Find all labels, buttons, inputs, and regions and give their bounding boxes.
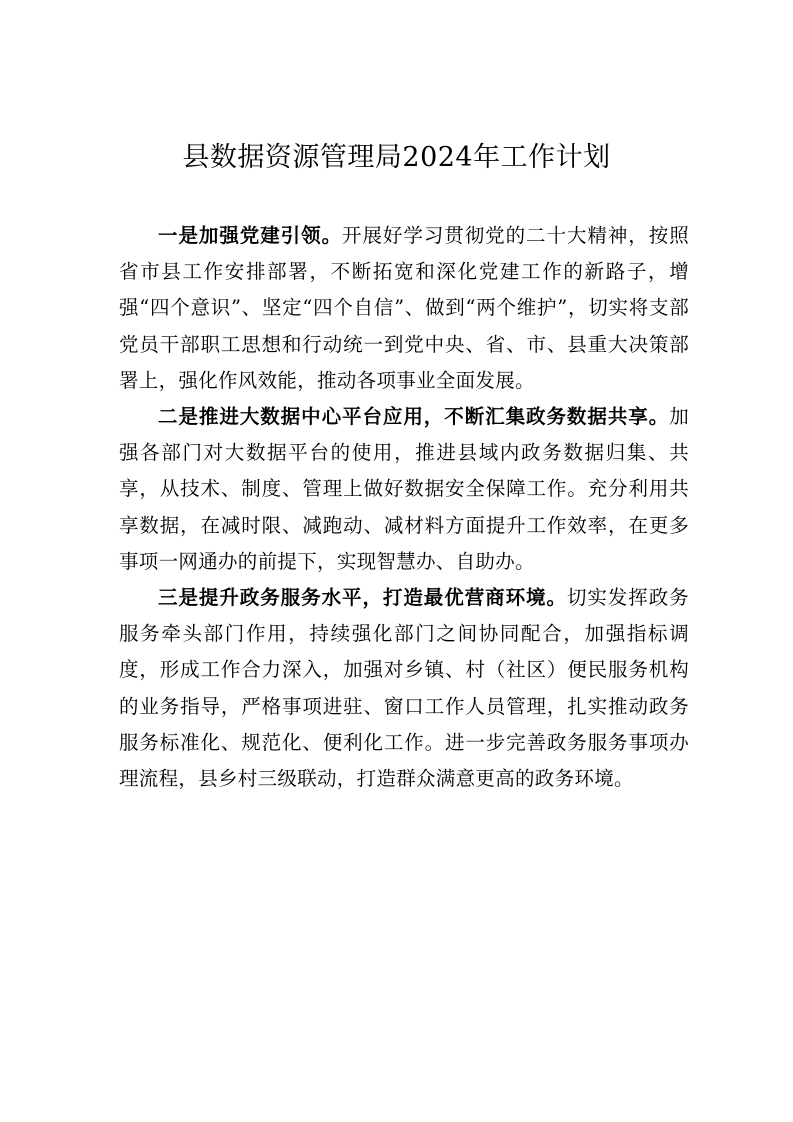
paragraph-2 [119,399,689,580]
paragraph-1 [119,218,689,399]
paragraph-2-lead: 二是推进大数据中心平台应用，不断汇集政务数据共享。 [158,405,670,429]
paragraph-3 [119,580,689,797]
document-body [119,218,689,797]
paragraph-2-text: 加强各部门对大数据平台的使用，推进县域内政务数据归集、共享，从技术、制度、管理上做好数据安全保障工作。充分利用共享数据，在减时限、减跑动、减材料方面提升工作效率，在更多事项一网通办的前提下，实现智慧办、自助办。 [119,405,689,573]
paragraph-3-text: 切实发挥政务服务牵头部门作用，持续强化部门之间协同配合，加强指标调度，形成工作合力深入，加强对乡镇、村（社区）便民服务机构的业务指导，严格事项进驻、窗口工作人员管理，扎实推动政务服务标准化、规范化、便利化工作。进一步完善政务服务事项办理流程，县乡村三级联动，打造群众满意更高的政务环境。 [119,586,689,791]
paragraph-1-text: 开展好学习贯彻党的二十大精神，按照省市县工作安排部署，不断拓宽和深化党建工作的新路子，增强“四个意识”、坚定“四个自信”、做到“两个维护”，切实将支部党员干部职工思想和行动统一到党中央、省、市、县重大决策部署上，强化作风效能，推动各项事业全面发展。 [119,224,689,392]
document-title: 县数据资源管理局2024年工作计划 [182,142,611,173]
paragraph-3-lead: 三是提升政务服务水平，打造最优营商环境。 [158,586,567,610]
paragraph-1-lead: 一是加强党建引领。 [158,224,343,247]
